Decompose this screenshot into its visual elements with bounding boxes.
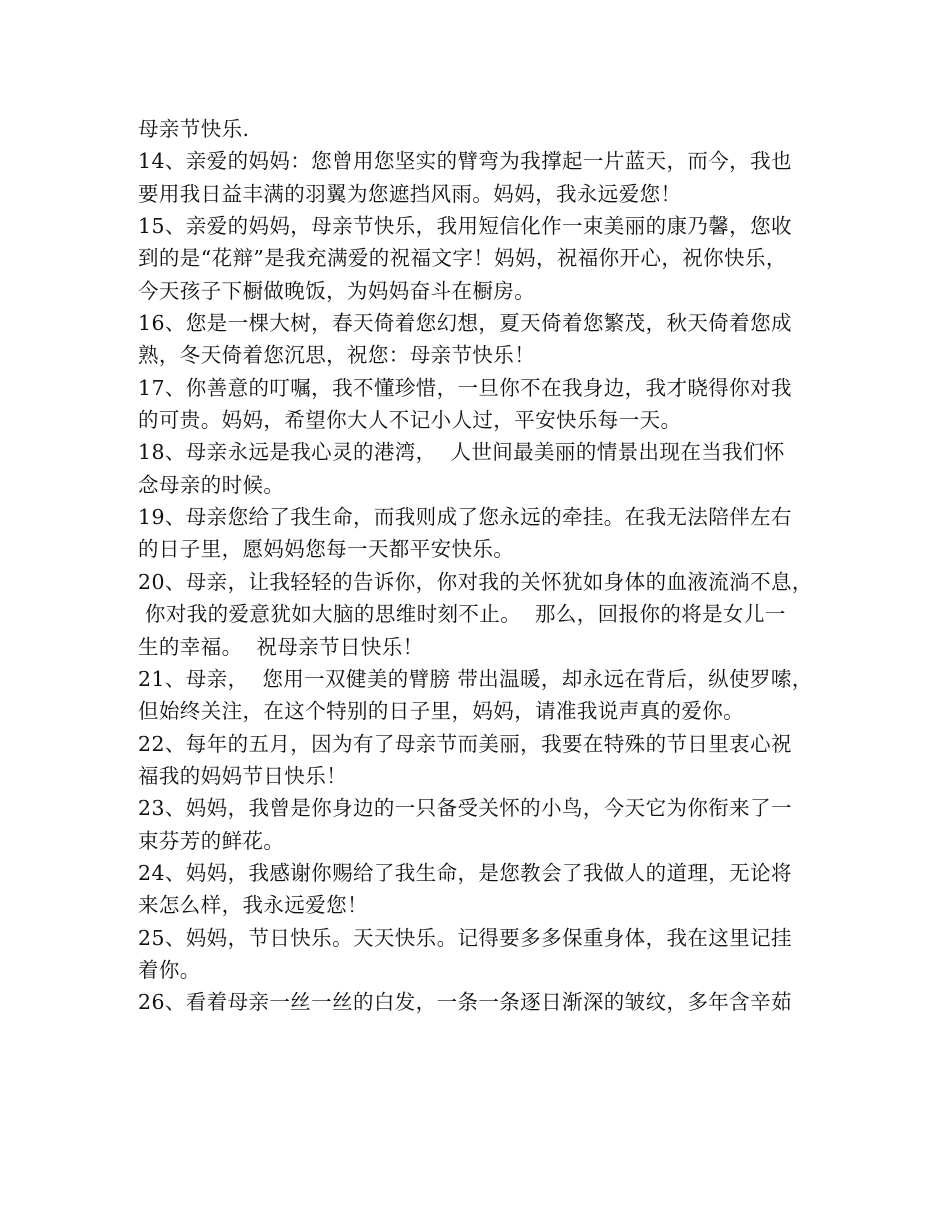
text-line: 26、看着母亲一丝一丝的白发，一条一条逐日渐深的皱纹，多年含辛茹 (138, 990, 792, 1015)
text-line: 束芬芳的鲜花。 (138, 828, 285, 853)
text-line: 15、亲爱的妈妈，母亲节快乐，我用短信化作一束美丽的康乃馨，您收 (138, 214, 792, 239)
text-line: 着你。 (138, 957, 201, 982)
document-body (138, 113, 828, 1019)
text-line: 福我的妈妈节日快乐！ (138, 763, 347, 788)
text-line: 要用我日益丰满的羽翼为您遮挡风雨。妈妈，我永远爱您！ (138, 181, 682, 206)
text-line: 母亲节快乐. (138, 117, 250, 141)
text-line: 念母亲的时候。 (138, 472, 285, 497)
text-line: 到的是“花辩”是我充满爱的祝福文字！妈妈，祝福你开心，祝你快乐， (138, 246, 787, 271)
text-line: 17、你善意的叮嘱，我不懂珍惜，一旦你不在我身边，我才晓得你对我 (138, 375, 792, 400)
text-line: 18、母亲永远是我心灵的港湾， 人世间最美丽的情景出现在当我们怀 (138, 440, 785, 465)
text-line: 你对我的爱意犹如大脑的思维时刻不止。 那么，回报你的将是女儿一 (138, 602, 786, 627)
text-line: 熟，冬天倚着您沉思，祝您：母亲节快乐！ (138, 343, 536, 368)
text-line: 生的幸福。 祝母亲节日快乐！ (138, 634, 424, 659)
text-line: 22、每年的五月，因为有了母亲节而美丽，我要在特殊的节日里衷心祝 (138, 731, 792, 756)
text-line: 21、母亲， 您用一双健美的臂膀 带出温暖，却永远在背后，纵使罗嗦， (138, 666, 813, 691)
text-line: 今天孩子下橱做晚饭，为妈妈奋斗在橱房。 (138, 278, 536, 303)
text-line: 20、母亲，让我轻轻的告诉你，你对我的关怀犹如身体的血液流淌不息， (138, 569, 813, 594)
text-line: 但始终关注，在这个特别的日子里，妈妈，请准我说声真的爱你。 (138, 699, 745, 724)
text-line: 16、您是一棵大树，春天倚着您幻想，夏天倚着您繁茂，秋天倚着您成 (138, 311, 792, 336)
text-line: 14、亲爱的妈妈：您曾用您坚实的臂弯为我撑起一片蓝天，而今，我也 (138, 149, 792, 174)
text-line: 25、妈妈，节日快乐。天天快乐。记得要多多保重身体，我在这里记挂 (138, 925, 792, 950)
text-line: 的可贵。妈妈，希望你大人不记小人过，平安快乐每一天。 (138, 408, 682, 433)
text-line: 23、妈妈，我曾是你身边的一只备受关怀的小鸟，今天它为你衔来了一 (138, 796, 792, 821)
text-line: 24、妈妈，我感谢你赐给了我生命，是您教会了我做人的道理，无论将 (138, 860, 792, 885)
text-line: 19、母亲您给了我生命，而我则成了您永远的牵挂。在我无法陪伴左右 (138, 505, 792, 530)
text-line: 的日子里，愿妈妈您每一天都平安快乐。 (138, 537, 515, 562)
text-line: 来怎么样，我永远爱您！ (138, 893, 368, 918)
